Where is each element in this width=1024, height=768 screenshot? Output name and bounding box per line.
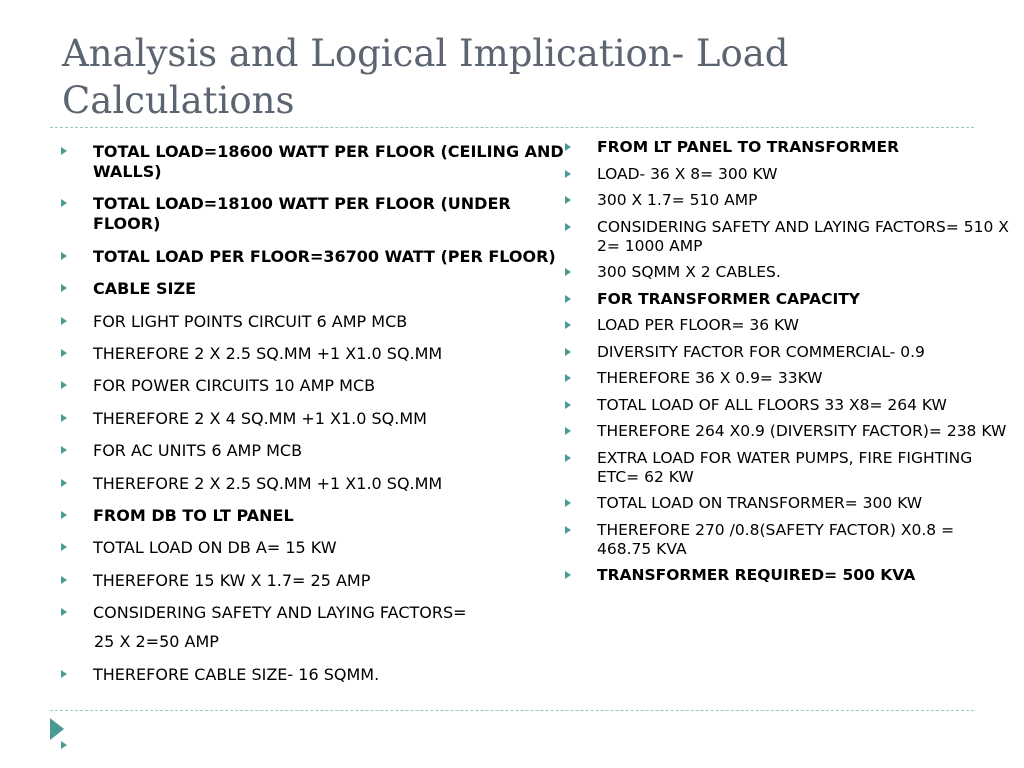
list-item: TOTAL LOAD ON DB A= 15 KW (58, 538, 578, 558)
list-item: LOAD- 36 X 8= 300 KW (562, 165, 1012, 184)
list-item: TOTAL LOAD ON TRANSFORMER= 300 KW (562, 494, 1012, 513)
triangle-bullet-icon (61, 252, 67, 260)
triangle-bullet-icon (565, 427, 571, 435)
triangle-bullet-icon (61, 479, 67, 487)
list-item: FOR POWER CIRCUITS 10 AMP MCB (58, 376, 578, 396)
triangle-bullet-icon (565, 196, 571, 204)
triangle-bullet-icon (61, 414, 67, 422)
triangle-bullet-icon (565, 401, 571, 409)
triangle-bullet-icon (61, 284, 67, 292)
list-item: THEREFORE CABLE SIZE- 16 SQMM. (58, 665, 578, 685)
list-item: 300 SQMM X 2 CABLES. (562, 263, 1012, 282)
triangle-bullet-icon (565, 454, 571, 462)
list-item: LOAD PER FLOOR= 36 KW (562, 316, 1012, 335)
list-item: TOTAL LOAD OF ALL FLOORS 33 X8= 264 KW (562, 396, 1012, 415)
right-bullet-list (562, 138, 1012, 593)
left-bullet-list (58, 142, 578, 697)
triangle-bullet-icon (61, 349, 67, 357)
triangle-bullet-icon (565, 223, 571, 231)
triangle-bullet-icon (565, 321, 571, 329)
footer-divider (50, 710, 974, 711)
triangle-bullet-icon (61, 199, 67, 207)
list-item: FROM LT PANEL TO TRANSFORMER (562, 138, 1012, 157)
triangle-bullet-icon (565, 268, 571, 276)
list-item: 300 X 1.7= 510 AMP (562, 191, 1012, 210)
triangle-bullet-icon (61, 381, 67, 389)
triangle-bullet-icon (565, 374, 571, 382)
triangle-bullet-icon (61, 670, 67, 678)
list-item: TRANSFORMER REQUIRED= 500 KVA (562, 566, 1012, 585)
triangle-bullet-icon (61, 446, 67, 454)
list-item: FOR LIGHT POINTS CIRCUIT 6 AMP MCB (58, 312, 578, 332)
title-divider (50, 127, 974, 128)
list-item: FROM DB TO LT PANEL (58, 506, 578, 526)
list-item: TOTAL LOAD=18600 WATT PER FLOOR (CEILING AND WALLS) (58, 142, 578, 182)
triangle-bullet-icon (565, 295, 571, 303)
triangle-bullet-icon (565, 526, 571, 534)
list-item: TOTAL LOAD=18100 WATT PER FLOOR (UNDER FLOOR) (58, 194, 578, 234)
list-item: THEREFORE 264 X0.9 (DIVERSITY FACTOR)= 238 KW (562, 422, 1012, 441)
list-item: CONSIDERING SAFETY AND LAYING FACTORS= (58, 603, 578, 623)
slide-title: Analysis and Logical Implication- Load Calculations (62, 32, 789, 122)
list-item: THEREFORE 2 X 2.5 SQ.MM +1 X1.0 SQ.MM (58, 474, 578, 494)
list-item: FOR AC UNITS 6 AMP MCB (58, 441, 578, 461)
list-item: THEREFORE 36 X 0.9= 33KW (562, 369, 1012, 388)
list-item: CONSIDERING SAFETY AND LAYING FACTORS= 510 X 2= 1000 AMP (562, 218, 1012, 256)
triangle-bullet-icon (61, 511, 67, 519)
triangle-bullet-icon (61, 608, 67, 616)
list-item: CABLE SIZE (58, 279, 578, 299)
triangle-bullet-icon (565, 499, 571, 507)
list-item: THEREFORE 15 KW X 1.7= 25 AMP (58, 571, 578, 591)
list-item: THEREFORE 270 /0.8(SAFETY FACTOR) X0.8 = 468.75 KVA (562, 521, 1012, 559)
triangle-bullet-icon (61, 543, 67, 551)
play-arrow-icon (50, 718, 64, 740)
triangle-bullet-icon (565, 348, 571, 356)
triangle-bullet-icon (565, 170, 571, 178)
list-item: THEREFORE 2 X 2.5 SQ.MM +1 X1.0 SQ.MM (58, 344, 578, 364)
list-item: TOTAL LOAD PER FLOOR=36700 WATT (PER FLOOR) (58, 247, 578, 267)
list-item-continuation: 25 X 2=50 AMP (94, 632, 219, 652)
list-item: THEREFORE 2 X 4 SQ.MM +1 X1.0 SQ.MM (58, 409, 578, 429)
list-item: FOR TRANSFORMER CAPACITY (562, 290, 1012, 309)
triangle-bullet-icon (565, 571, 571, 579)
list-item: DIVERSITY FACTOR FOR COMMERCIAL- 0.9 (562, 343, 1012, 362)
triangle-bullet-icon (61, 576, 67, 584)
triangle-bullet-icon (61, 147, 67, 155)
triangle-bullet-icon (61, 741, 67, 749)
list-item: EXTRA LOAD FOR WATER PUMPS, FIRE FIGHTING ETC= 62 KW (562, 449, 1012, 487)
triangle-bullet-icon (61, 317, 67, 325)
triangle-bullet-icon (565, 143, 571, 151)
